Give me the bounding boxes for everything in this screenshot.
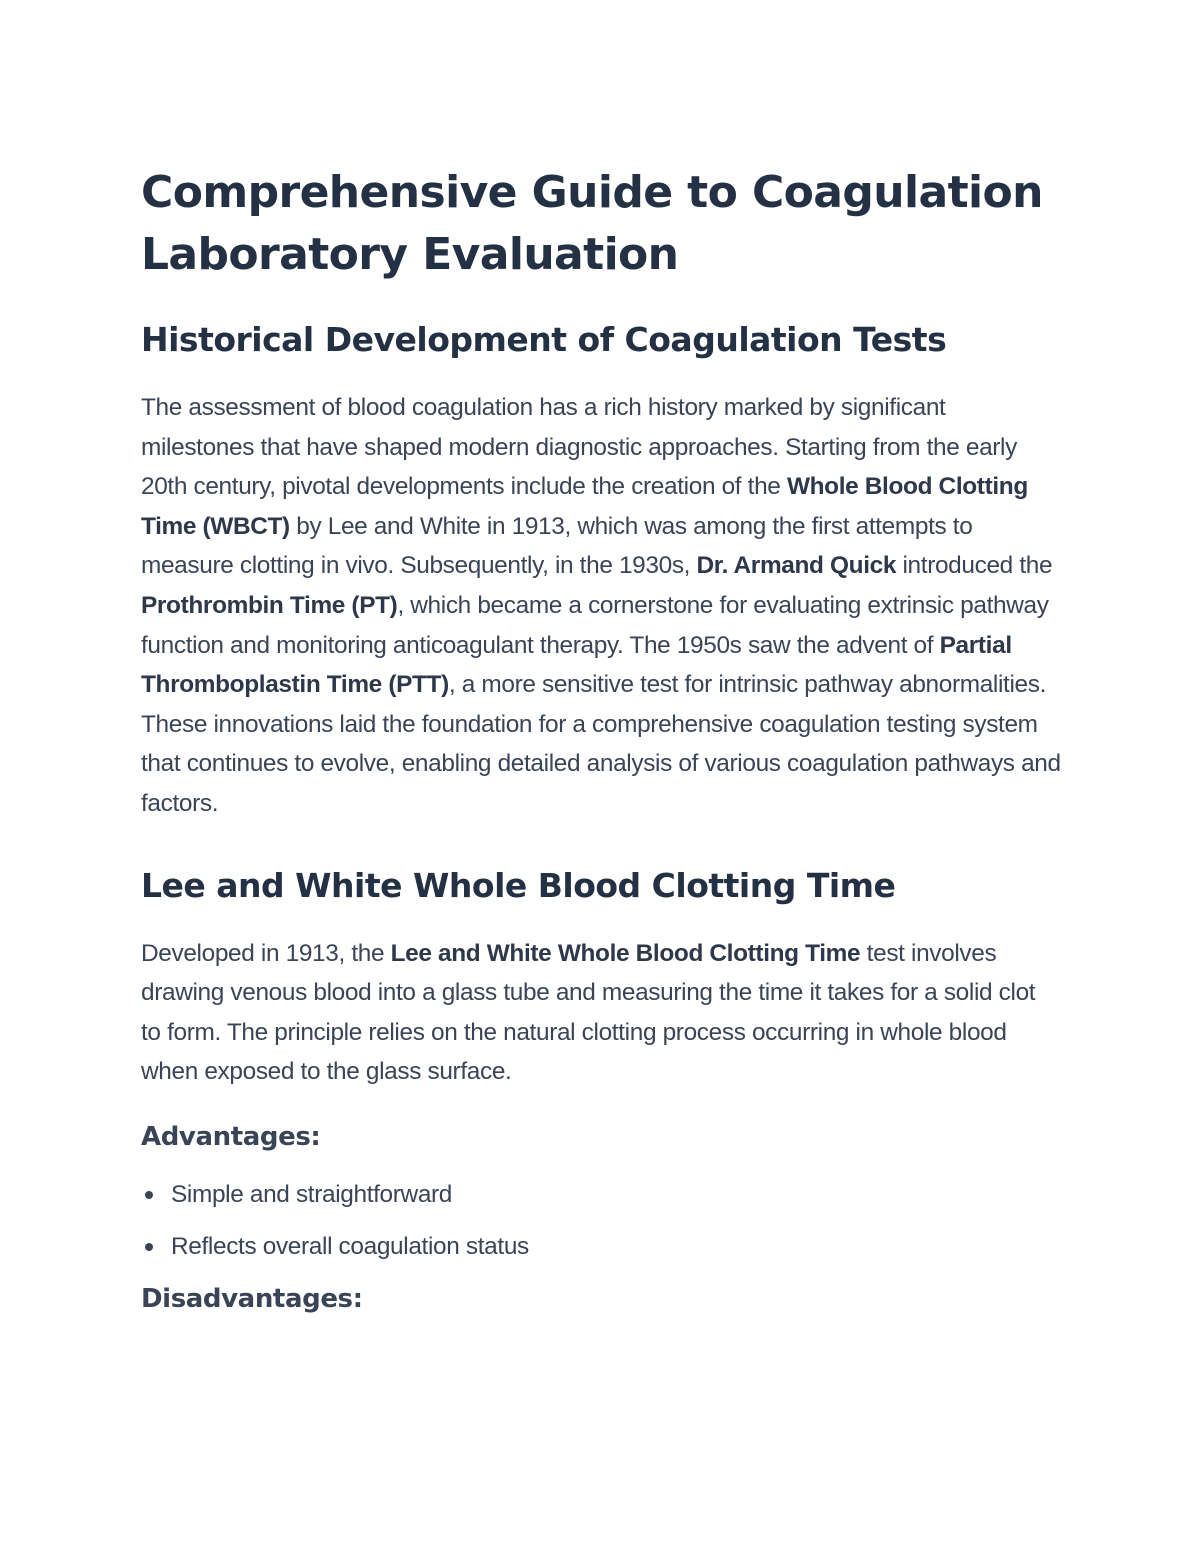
text-run: introduced the [896,552,1053,580]
section-heading-historical: Historical Development of Coagulation Tests [141,320,947,359]
text-run: The assessment of blood coagulation has a rich history marked by significant milestones that have shaped modern diagnostic approaches. Starting from the early 20th century, pivotal developments include the creation of the [141,394,1017,501]
bold-term-pt: Prothrombin Time (PT) [141,591,398,619]
bold-term-ptt: Partial Thromboplastin Time (PTT) [141,631,1012,699]
section-heading-lee-white: Lee and White Whole Blood Clotting Time [141,865,896,905]
text-run: test involves drawing venous blood into a glass tube and measuring the time it takes for a solid clot to form. The principle relies on the natural clotting process occurring in whole blood when exposed to the glass surface. [141,939,1036,1086]
text-run: , a more sensitive test for intrinsic pathway abnormalities. These innovations laid the foundation for a comprehensive coagulation testing system that continues to evolve, enabling detailed analysis of various coagulation pathways and factors. [141,671,1061,817]
advantages-heading: Advantages: [141,1121,321,1152]
list-item-text: Reflects overall coagulation status [171,1232,529,1260]
text-run: , which became a cornerstone for evaluating extrinsic pathway function and monitoring anticoagulant therapy. The 1950s saw the advent of [141,591,1049,659]
list-item-text: Simple and straightforward [171,1180,453,1208]
section-paragraph-lee-white [141,934,1061,1092]
bullet-icon [145,1243,153,1251]
text-run: by Lee and White in 1913, which was among the first attempts to measure clotting in vivo. Subsequently, in the 1930s, [141,512,973,580]
bold-term-quick: Dr. Armand Quick [696,552,897,580]
bold-term-lee-white: Lee and White Whole Blood Clotting Time [390,939,861,967]
document-title: Comprehensive Guide to Coagulation Laboratory Evaluation [141,167,1043,280]
bullet-icon [145,1191,153,1199]
list-item [141,1177,1061,1213]
list-item [141,1229,1061,1265]
advantages-list [141,1177,1061,1265]
bold-term-wbct: Whole Blood Clotting Time (WBCT) [141,473,1028,540]
text-run: Developed in 1913, the [141,939,391,967]
section-paragraph-historical [141,388,1061,824]
disadvantages-heading: Disadvantages: [141,1283,363,1314]
document-page [141,162,1061,1317]
